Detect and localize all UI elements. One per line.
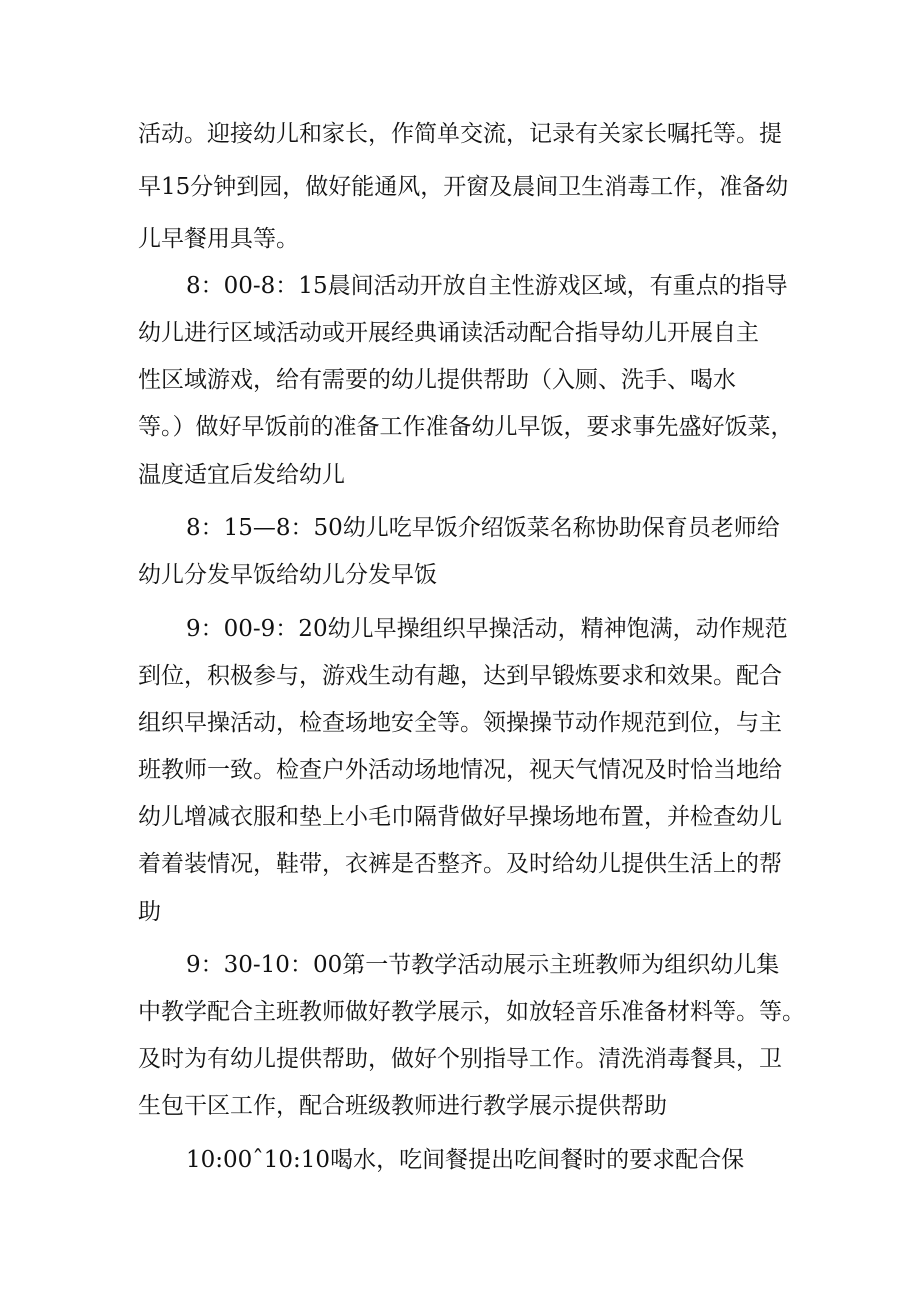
paragraph-start: 8：00-8：15晨间活动开放自主性游戏区域，有重点的指导 <box>186 273 788 299</box>
paragraph-start: 9：30-10：00第一节教学活动展示主班教师为组织幼儿集 <box>186 952 780 978</box>
paragraph-start: 9：00-9：20幼儿早操组织早操活动，精神饱满，动作规范 <box>186 616 788 642</box>
text-line: 温度适宜后发给幼儿 <box>138 462 345 488</box>
text-line: 活动。迎接幼儿和家长，作简单交流，记录有关家长嘱托等。提 <box>138 121 782 147</box>
text-line: 幼儿分发早饭给幼儿分发早饭 <box>138 562 437 588</box>
text-line: 到位，积极参与，游戏生动有趣，达到早锻炼要求和效果。配合 <box>138 663 782 689</box>
text-line: 着着装情况，鞋带，衣裤是否整齐。及时给幼儿提供生活上的帮 <box>138 851 782 877</box>
text-line: 等。）做好早饭前的准备工作准备幼儿早饭，要求事先盛好饭菜， <box>138 414 794 440</box>
paragraph-start: 10:00ˆ10:10喝水，吃间餐提出吃间餐时的要求配合保 <box>186 1147 745 1173</box>
text-line: 生包干区工作，配合班级教师进行教学展示提供帮助 <box>138 1093 667 1119</box>
text-line: 中教学配合主班教师做好教学展示，如放轻音乐准备材料等。等。 <box>138 999 805 1025</box>
text-line: 性区域游戏，给有需要的幼儿提供帮助（入厕、洗手、喝水 <box>138 367 736 393</box>
text-line: 儿早餐用具等。 <box>138 226 299 252</box>
text-line: 幼儿增减衣服和垫上小毛巾隔背做好早操场地布置，并检查幼儿 <box>138 804 782 830</box>
text-line: 及时为有幼儿提供帮助，做好个别指导工作。清洗消毒餐具，卫 <box>138 1046 782 1072</box>
text-line: 组织早操活动，检查场地安全等。领操操节动作规范到位，与主 <box>138 710 782 736</box>
text-line: 班教师一致。检查户外活动场地情况，视天气情况及时恰当地给 <box>138 757 782 783</box>
text-line: 幼儿进行区域活动或开展经典诵读活动配合指导幼儿开展自主 <box>138 320 759 346</box>
text-line: 助 <box>138 899 161 925</box>
paragraph-start: 8：15—8：50幼儿吃早饭介绍饭菜名称协助保育员老师给 <box>186 515 780 541</box>
text-line: 早15分钟到园，做好能通风，开窗及晨间卫生消毒工作，准备幼 <box>138 174 789 200</box>
